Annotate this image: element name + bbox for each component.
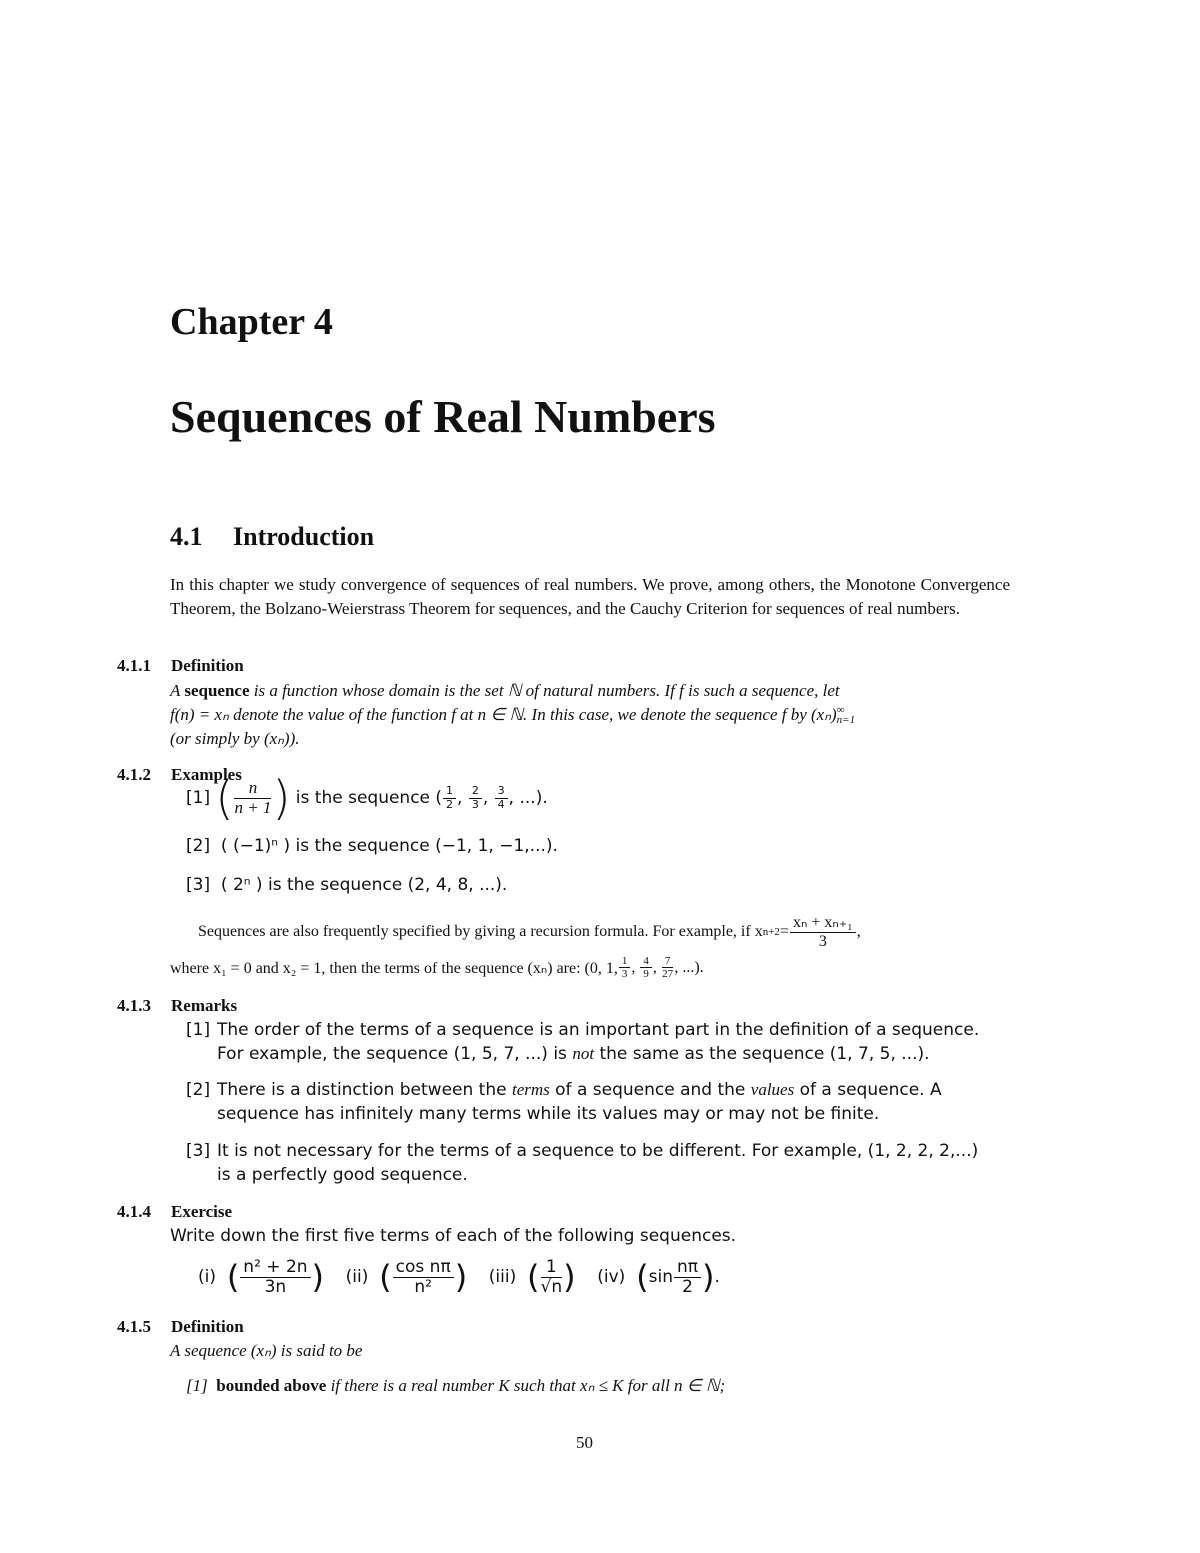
remark-2-line-2: sequence has infinitely many terms while its values may or may not be finite.	[217, 1104, 880, 1124]
example-1: [1] ( $\frac{n}{n + 1}$ ) is the sequence ( $\frac{1}{2}$ , $\frac{2}{3}$ , $\frac{3}{4}$ , ...).	[186, 771, 548, 825]
remark-2-line-1	[217, 1080, 942, 1100]
example-text: ( 2ⁿ ) is the sequence (2, 4, 8, ...).	[220, 875, 508, 895]
fraction	[443, 785, 456, 810]
fraction	[234, 779, 271, 817]
fraction	[674, 1258, 701, 1296]
remark-text: of a sequence and the	[549, 1080, 751, 1100]
definition-line-2	[170, 705, 855, 726]
comma: ,	[856, 923, 861, 940]
equals: =	[779, 923, 789, 940]
subscript: n+2	[762, 926, 780, 938]
item-label: (ii)	[345, 1267, 369, 1287]
denominator: n²	[414, 1276, 432, 1297]
definition-2-heading	[117, 1317, 244, 1337]
paren-right: )	[454, 1258, 468, 1296]
item-label: (i)	[198, 1267, 216, 1287]
numerator: 3	[495, 785, 508, 798]
def-term: bounded above	[216, 1376, 327, 1395]
fraction	[662, 955, 674, 980]
paren-left: (	[215, 771, 234, 825]
paren-left: (	[379, 1258, 392, 1296]
denominator: 9	[643, 968, 649, 981]
numerator: 7	[662, 955, 674, 968]
denominator: n + 1	[234, 797, 272, 817]
where-line: where x₁ = 0 and x₂ = 1, then the terms of the sequence (xₙ) are: (0, 1, $\frac{1}{3}$ , $\frac{4}{9}$ , $\frac{7}{27}$ , ...).	[170, 955, 704, 981]
remark-emphasis: terms	[511, 1080, 550, 1099]
remarks-heading	[117, 996, 237, 1016]
numerator: n² + 2n	[240, 1258, 310, 1278]
remark-text: the same as the sequence (1, 7, 5, ...).	[594, 1044, 930, 1064]
section-title: Introduction	[233, 522, 375, 551]
def-text: if there is a real number K such that xₙ ≤ K for all n ∈ ℕ;	[326, 1376, 726, 1395]
remark-text: of a sequence. A	[794, 1080, 942, 1100]
remarks-number: 4.1.3	[117, 996, 151, 1015]
fraction	[495, 785, 508, 810]
denominator: 3	[471, 797, 479, 811]
denominator: 2	[682, 1276, 693, 1297]
def-text: is a function whose domain is the set ℕ of natural numbers. If f is such a sequence, let	[249, 681, 840, 700]
remark-1-line-1: The order of the terms of a sequence is an important part in the definition of a sequence.	[217, 1020, 980, 1040]
numerator: 1	[443, 785, 456, 798]
fraction	[619, 955, 631, 980]
paren-right: )	[311, 1258, 325, 1296]
denominator: 3	[818, 932, 827, 950]
remark-3-line-1: It is not necessary for the terms of a sequence to be different. For example, (1, 2, 2, 2,...)	[217, 1141, 979, 1161]
def-sup: ∞	[836, 704, 845, 717]
example-3	[186, 875, 507, 895]
numerator: cos nπ	[393, 1258, 454, 1278]
fraction	[790, 914, 856, 950]
example-text: , ...).	[508, 788, 548, 808]
paren-right: )	[272, 771, 291, 825]
fraction	[640, 955, 652, 980]
remark-2-label: [2]	[186, 1080, 211, 1100]
def-text: A	[170, 681, 185, 700]
definition-line-1	[170, 681, 840, 701]
remark-text: For example, the sequence (1, 5, 7, ...) is	[217, 1044, 573, 1064]
paren-left: (	[527, 1258, 540, 1296]
section-heading	[170, 522, 374, 552]
fraction	[393, 1258, 454, 1296]
denominator: 2	[446, 797, 454, 811]
remark-emphasis: values	[750, 1080, 795, 1099]
paren-left: (	[636, 1258, 649, 1296]
definition-title: Definition	[171, 656, 244, 675]
numerator: 1	[619, 955, 631, 968]
remark-text: There is a distinction between the	[217, 1080, 512, 1100]
section-number: 4.1	[170, 522, 203, 551]
definition-2-text: A sequence (xₙ) is said to be	[170, 1341, 363, 1360]
fraction	[469, 785, 482, 810]
fraction	[541, 1258, 563, 1296]
sin-label: sin	[648, 1267, 673, 1287]
period: .	[714, 1267, 720, 1287]
denominator: 3n	[264, 1276, 287, 1297]
numerator: nπ	[674, 1258, 701, 1278]
fraction	[240, 1258, 310, 1296]
exercise-heading	[117, 1202, 232, 1222]
remark-emphasis: not	[572, 1044, 595, 1063]
item-label: (iv)	[597, 1267, 626, 1287]
numerator: 2	[469, 785, 482, 798]
definition-2-item-1	[186, 1376, 725, 1396]
examples-title: Examples	[171, 765, 242, 784]
denominator: 27	[662, 968, 674, 981]
example-label: [2]	[186, 836, 211, 856]
paren-right: )	[563, 1258, 576, 1296]
where-text: , ...).	[674, 958, 704, 976]
numerator: xₙ + xₙ₊₁	[790, 914, 856, 933]
example-label: [3]	[186, 875, 211, 895]
example-text: ( (−1)ⁿ ) is the sequence (−1, 1, −1,...).	[220, 836, 558, 856]
remark-1-label: [1]	[186, 1020, 211, 1040]
definition-line-3: (or simply by (xₙ)).	[170, 729, 300, 748]
exercise-sequences	[198, 1252, 720, 1302]
denominator: √n	[540, 1276, 563, 1297]
exercise-number: 4.1.4	[117, 1202, 151, 1221]
page-number: 50	[576, 1433, 593, 1452]
where-text: where x₁ = 0 and x₂ = 1, then the terms of the sequence (xₙ) are: (0, 1,	[170, 959, 618, 977]
def-term: sequence	[184, 681, 250, 700]
example-2	[186, 836, 558, 856]
def-sub: n=1	[836, 714, 856, 727]
remark-3-label: [3]	[186, 1141, 211, 1161]
definition-2-title: Definition	[171, 1317, 244, 1336]
remark-1-line-2	[217, 1044, 930, 1064]
def-text: f(n) = xₙ denote the value of the function f at n ∈ ℕ. In this case, we denote the sequence f by (xₙ)	[170, 705, 837, 724]
chapter-title: Sequences of Real Numbers	[170, 391, 716, 442]
example-label: [1]	[186, 788, 211, 808]
item-label: (iii)	[488, 1267, 517, 1287]
examples-number: 4.1.2	[117, 765, 151, 784]
intro-paragraph: In this chapter we study convergence of sequences of real numbers. We prove, among others, the Monotone Convergence Theorem, the Bolzano-Weierstrass Theorem for sequences, and the Cauchy Criterion for sequences of real numbers.	[170, 575, 1010, 618]
numerator: n	[234, 779, 271, 799]
remarks-title: Remarks	[171, 996, 238, 1015]
item-label: [1]	[186, 1376, 208, 1395]
numerator: 4	[640, 955, 652, 968]
numerator: 1	[541, 1258, 563, 1278]
exercise-text: Write down the first five terms of each of the following sequences.	[170, 1226, 737, 1246]
paren-left: (	[226, 1258, 240, 1296]
paren-right: )	[701, 1258, 715, 1296]
denominator: 3	[621, 968, 628, 981]
recursion-text: Sequences are also frequently specified by giving a recursion formula. For example, if x	[198, 923, 763, 940]
exercise-title: Exercise	[171, 1202, 233, 1221]
definition-heading	[117, 656, 244, 676]
definition-2-number: 4.1.5	[117, 1317, 151, 1336]
remark-3-line-2: is a perfectly good sequence.	[217, 1165, 468, 1185]
definition-number: 4.1.1	[117, 656, 151, 675]
denominator: 4	[497, 797, 505, 811]
example-text: is the sequence (	[295, 788, 443, 808]
chapter-label: Chapter 4	[170, 301, 333, 343]
recursion-line	[198, 910, 861, 954]
